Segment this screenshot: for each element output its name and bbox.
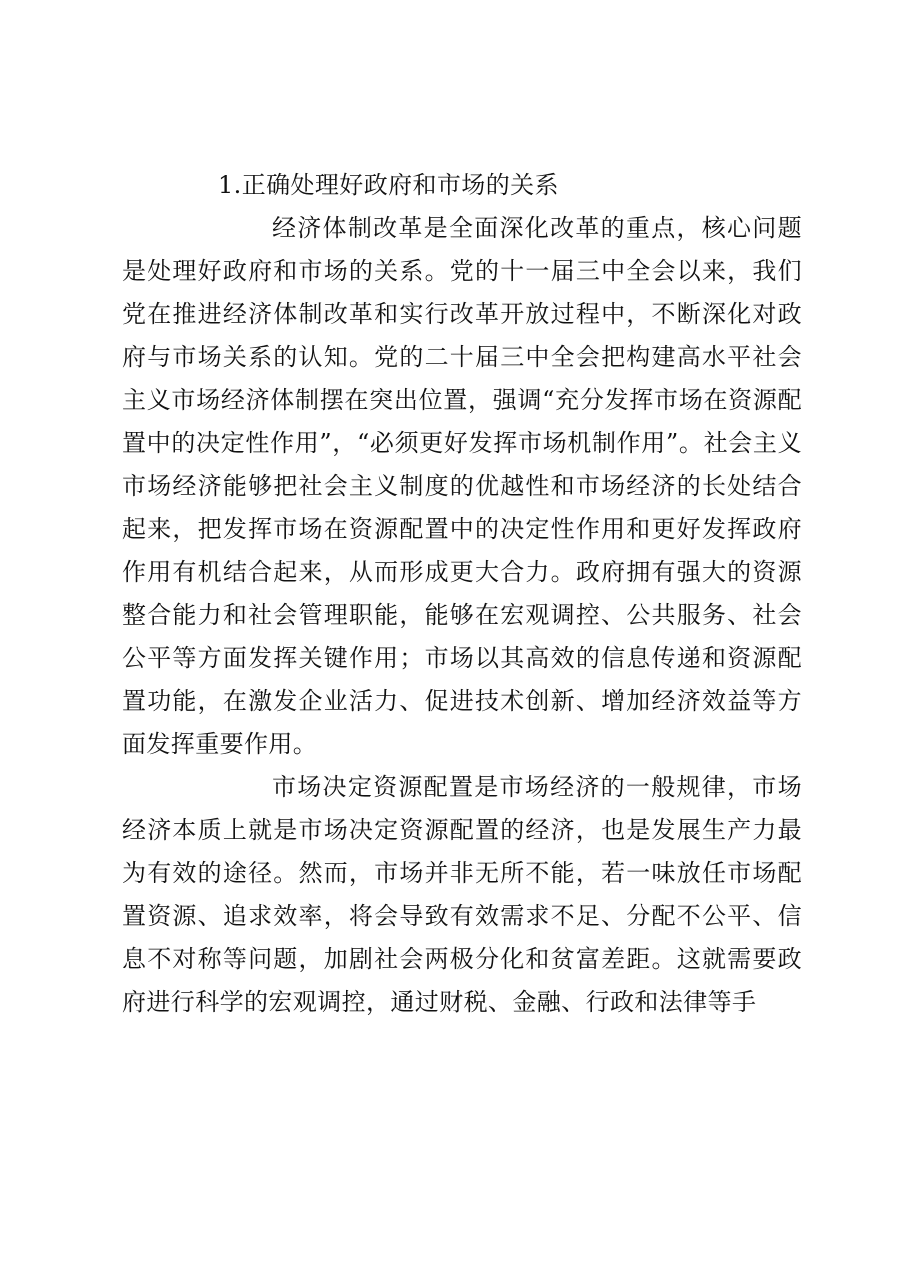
paragraph-2: 市场决定资源配置是市场经济的一般规律，市场经济本质上就是市场决定资源配置的经济，也是发展生产力最为有效的途径。然而，市场并非无所不能，若一味放任市场配置资源、追求效率，将会导致有效需求不足、分配不公平、信息不对称等问题，加剧社会两极分化和贫富差距。这就需要政府进行科学的宏观调控，通过财税、金融、行政和法律等手 bbox=[122, 773, 802, 1016]
paragraph-1: 经济体制改革是全面深化改革的重点，核心问题是处理好政府和市场的关系。党的十一届三中全会以来，我们党在推进经济体制改革和实行改革开放过程中，不断深化对政府与市场关系的认知。党的二十届三中全会把构建高水平社会主义市场经济体制摆在突出位置，强调“充分发挥市场在资源配置中的决定性作用”，“必须更好发挥市场机制作用”。社会主义市场经济能够把社会主义制度的优越性和市场经济的长处结合起来，把发挥市场在资源配置中的决定性作用和更好发挥政府作用有机结合起来，从而形成更大合力。政府拥有强大的资源整合能力和社会管理职能，能够在宏观调控、公共服务、社会公平等方面发挥关键作用；市场以其高效的信息传递和资源配置功能，在激发企业活力、促进技术创新、增加经济效益等方面发挥重要作用。 bbox=[122, 214, 802, 758]
document-body bbox=[122, 164, 802, 1024]
section-heading: 1.正确处理好政府和市场的关系 bbox=[218, 171, 559, 199]
